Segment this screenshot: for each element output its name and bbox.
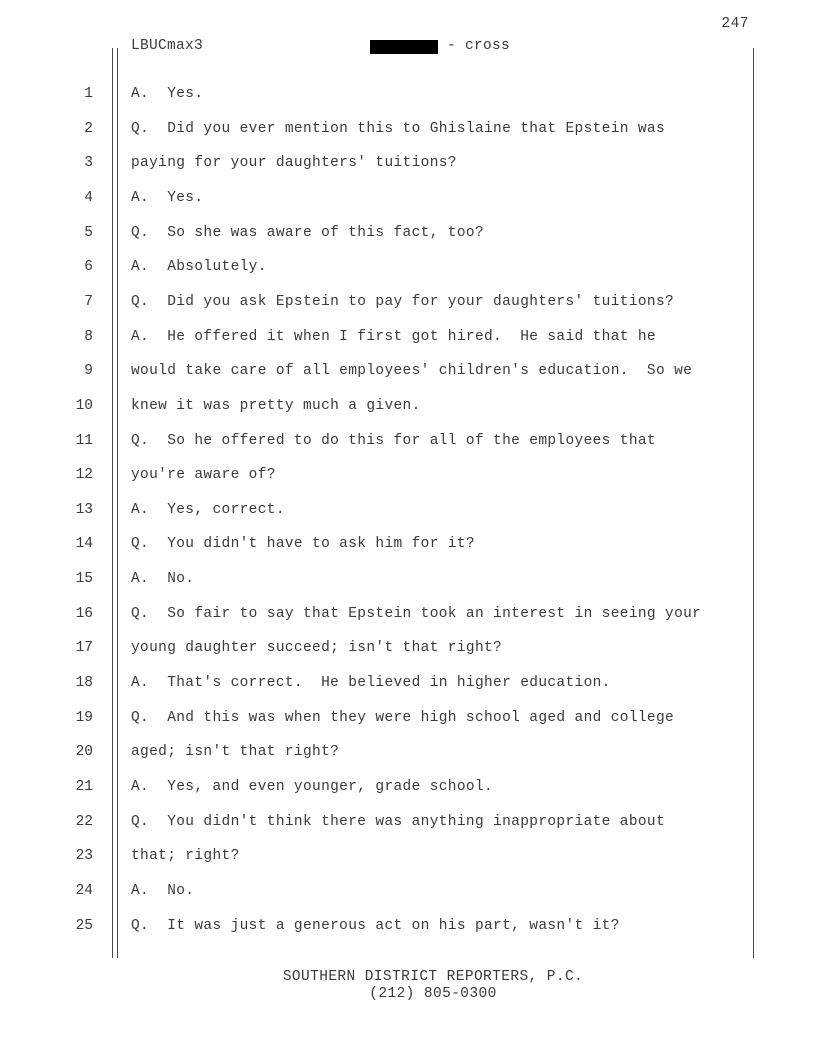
transcript-line: A. Yes, and even younger, grade school.: [131, 779, 494, 795]
transcript-line: A. Yes, correct.: [131, 502, 285, 518]
line-number: 9: [84, 363, 93, 379]
page-number: 247: [721, 16, 749, 32]
transcript-line: would take care of all employees' children's education. So we: [131, 363, 693, 379]
line-number: 21: [75, 779, 93, 795]
transcript-line: paying for your daughters' tuitions?: [131, 155, 457, 171]
line-number: 10: [75, 398, 93, 414]
line-number: 1: [84, 86, 93, 102]
line-number: 18: [75, 675, 93, 691]
line-number: 16: [75, 606, 93, 622]
line-number: 19: [75, 710, 93, 726]
transcript-line: Q. Did you ever mention this to Ghislaine that Epstein was: [131, 121, 666, 137]
line-number: 15: [75, 571, 93, 587]
line-number: 8: [84, 329, 93, 345]
line-number: 17: [75, 640, 93, 656]
transcript-line: Q. You didn't think there was anything inappropriate about: [131, 814, 666, 830]
transcript-line: A. Absolutely.: [131, 259, 267, 275]
transcript-line: Q. It was just a generous act on his part, wasn't it?: [131, 918, 620, 934]
line-number: 24: [75, 883, 93, 899]
transcript-line: Q. So fair to say that Epstein took an interest in seeing your: [131, 606, 702, 622]
left-margin-rule-inner: [117, 48, 118, 958]
line-number: 7: [84, 294, 93, 310]
left-margin-rule: [112, 48, 113, 958]
transcript-line: Q. And this was when they were high school aged and college: [131, 710, 675, 726]
transcript-line: A. Yes.: [131, 190, 204, 206]
line-number: 11: [75, 433, 93, 449]
transcript-line: A. Yes.: [131, 86, 204, 102]
transcript-line: young daughter succeed; isn't that right?: [131, 640, 503, 656]
transcript-line: Q. So he offered to do this for all of the employees that: [131, 433, 656, 449]
line-number: 14: [75, 536, 93, 552]
transcript-line: A. No.: [131, 883, 195, 899]
line-number: 2: [84, 121, 93, 137]
header-section: - cross: [447, 38, 511, 54]
line-number: 5: [84, 225, 93, 241]
line-number: 12: [75, 467, 93, 483]
transcript-line: A. No.: [131, 571, 195, 587]
transcript-line: Q. Did you ask Epstein to pay for your daughters' tuitions?: [131, 294, 675, 310]
transcript-line: knew it was pretty much a given.: [131, 398, 421, 414]
line-number: 23: [75, 848, 93, 864]
right-margin-rule: [753, 48, 754, 958]
transcript-line: aged; isn't that right?: [131, 744, 340, 760]
transcript-line: you're aware of?: [131, 467, 276, 483]
line-number: 22: [75, 814, 93, 830]
line-number: 6: [84, 259, 93, 275]
redaction-block: [370, 40, 438, 54]
transcript-line: that; right?: [131, 848, 240, 864]
line-number: 13: [75, 502, 93, 518]
transcript-line: Q. You didn't have to ask him for it?: [131, 536, 475, 552]
transcript-line: A. That's correct. He believed in higher education.: [131, 675, 611, 691]
line-number: 3: [84, 155, 93, 171]
transcript-line: A. He offered it when I first got hired. He said that he: [131, 329, 656, 345]
line-number: 4: [84, 190, 93, 206]
footer-phone: (212) 805-0300: [369, 986, 497, 1002]
line-number: 25: [75, 918, 93, 934]
transcript-line: Q. So she was aware of this fact, too?: [131, 225, 485, 241]
header-case-code: LBUCmax3: [131, 38, 204, 54]
line-number: 20: [75, 744, 93, 760]
footer-reporter: SOUTHERN DISTRICT REPORTERS, P.C.: [282, 969, 584, 985]
